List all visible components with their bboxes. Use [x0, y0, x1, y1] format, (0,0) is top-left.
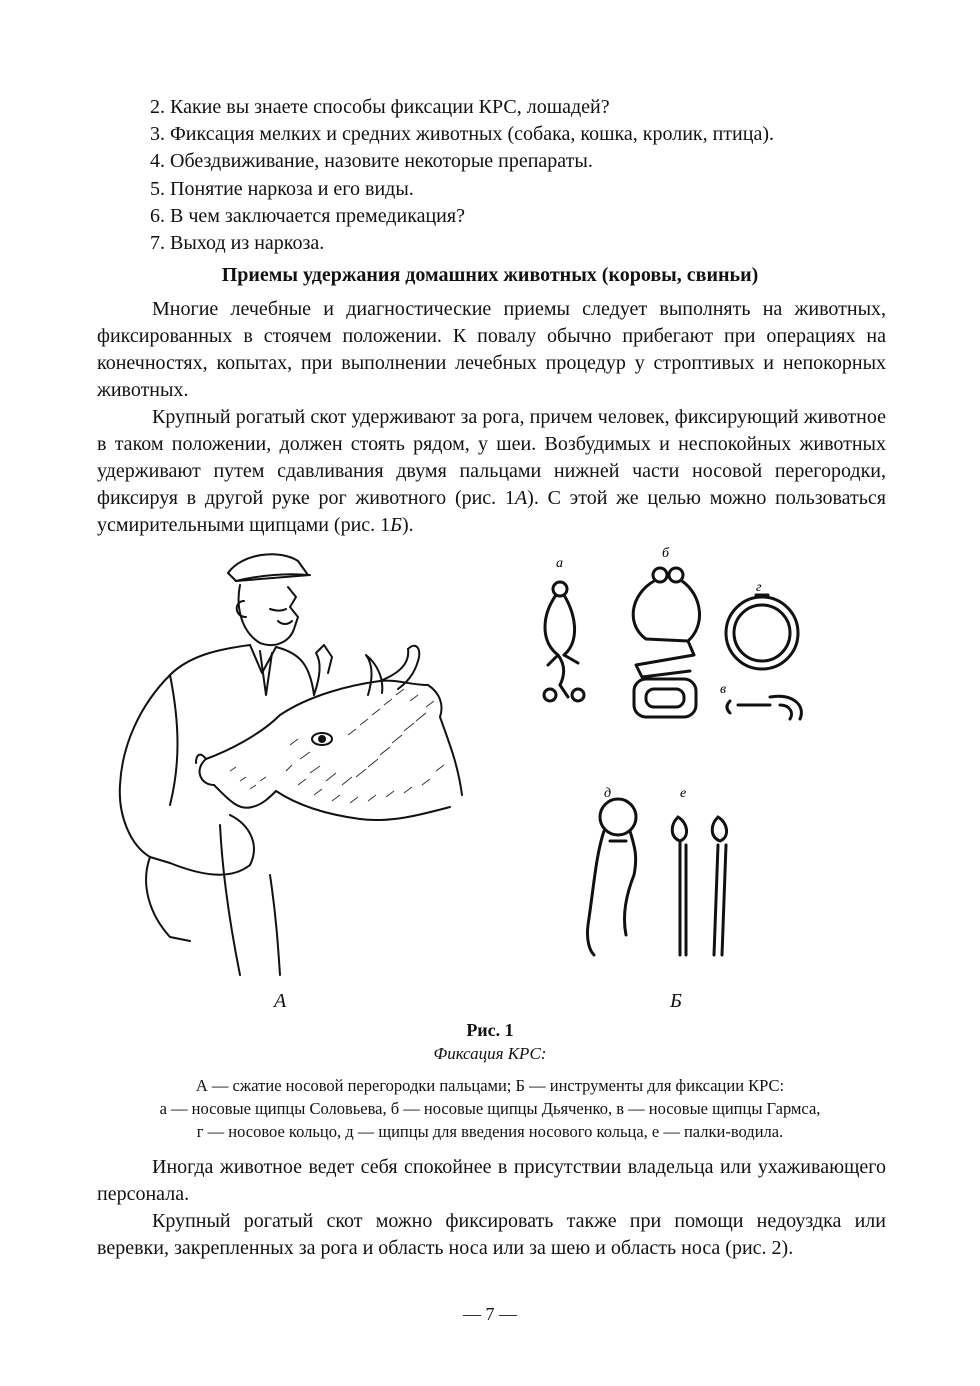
- paragraph-3: Иногда животное ведет себя спокойнее в присутствии владельца или ухаживающего персонала.: [97, 1156, 886, 1205]
- figure-legend-line: а — носовые щипцы Соловьева, б — носовые щипцы Дьяченко, в — носовые щипцы Гармса,: [159, 1099, 821, 1118]
- tool-letter-g: г: [756, 580, 762, 595]
- question-item: 5. Понятие наркоза и его виды.: [150, 177, 414, 200]
- ring-pliers-drawing: [587, 799, 636, 955]
- figure-caption-subtitle: Фиксация КРС:: [433, 1044, 547, 1063]
- paragraph-1: Многие лечебные и диагностические приемы следует выполнять на животных, фиксированных в стоячем положении. К повалу обычно прибегают при операциях на конечностях, копытах, при выполнении лечебных процедур у строптивых и непокорных животных.: [97, 298, 886, 401]
- page-number: — 7 —: [463, 1304, 517, 1324]
- question-item: 7. Выход из наркоза.: [150, 232, 325, 255]
- fixation-instruments-illustration: [530, 545, 830, 975]
- paragraph-2: [97, 404, 886, 539]
- paragraph-2-end: ).: [401, 514, 414, 536]
- nose-ring-drawing: [726, 595, 798, 669]
- question-list: [150, 94, 774, 257]
- question-item: 3. Фиксация мелких и средних животных (собака, кошка, кролик, птица).: [150, 123, 774, 146]
- question-item: 4. Обездвиживание, назовите некоторые препараты.: [150, 150, 593, 173]
- figure-legend-line: г — носовое кольцо, д — щипцы для введения носового кольца, е — палки-водила.: [196, 1122, 784, 1141]
- dyachenko-tongs-drawing: [633, 568, 699, 717]
- solovyev-tongs-drawing: [544, 582, 584, 701]
- figure-ref-a: А: [514, 487, 528, 509]
- question-item: 6. В чем заключается премедикация?: [150, 204, 465, 227]
- garms-tongs-drawing: [727, 696, 801, 719]
- tool-letter-d: д: [604, 786, 612, 801]
- figure-legend-line: А — сжатие носовой перегородки пальцами; Б — инструменты для фиксации КРС:: [195, 1076, 785, 1095]
- tool-letter-e: е: [680, 786, 687, 801]
- figure-label-a: А: [274, 990, 287, 1012]
- tool-letter-v: в: [720, 682, 727, 697]
- cow-fixation-illustration: [110, 545, 470, 985]
- tool-letter-b: б: [662, 546, 670, 561]
- leading-sticks-drawing: [672, 817, 726, 955]
- figure-label-b: Б: [670, 990, 682, 1012]
- figure-caption-title: Рис. 1: [466, 1020, 514, 1040]
- question-item: 2. Какие вы знаете способы фиксации КРС, лошадей?: [150, 96, 610, 118]
- paragraph-4: Крупный рогатый скот можно фиксировать также при помощи недоуздка или веревки, закрепленных за рога и область носа или за шею и область носа (рис. 2).: [97, 1210, 886, 1259]
- tool-letter-a: а: [556, 556, 563, 571]
- paragraph-2-mid: ). С этой же целью можно пользоваться усмирительными щипцами (рис. 1: [97, 487, 886, 536]
- section-heading: Приемы удержания домашних животных (коровы, свиньи): [221, 264, 759, 286]
- paragraph-2-text: Крупный рогатый скот удерживают за рога, причем человек, фиксирующий животное в таком положении, должен стоять рядом, у шеи. Возбудимых и неспокойных животных удерживают путем сдавливания двумя пальцами нижней части носовой перегородки, фиксируя в другой руке рог животного (рис. 1: [97, 406, 886, 509]
- figure-ref-b: Б: [390, 514, 402, 536]
